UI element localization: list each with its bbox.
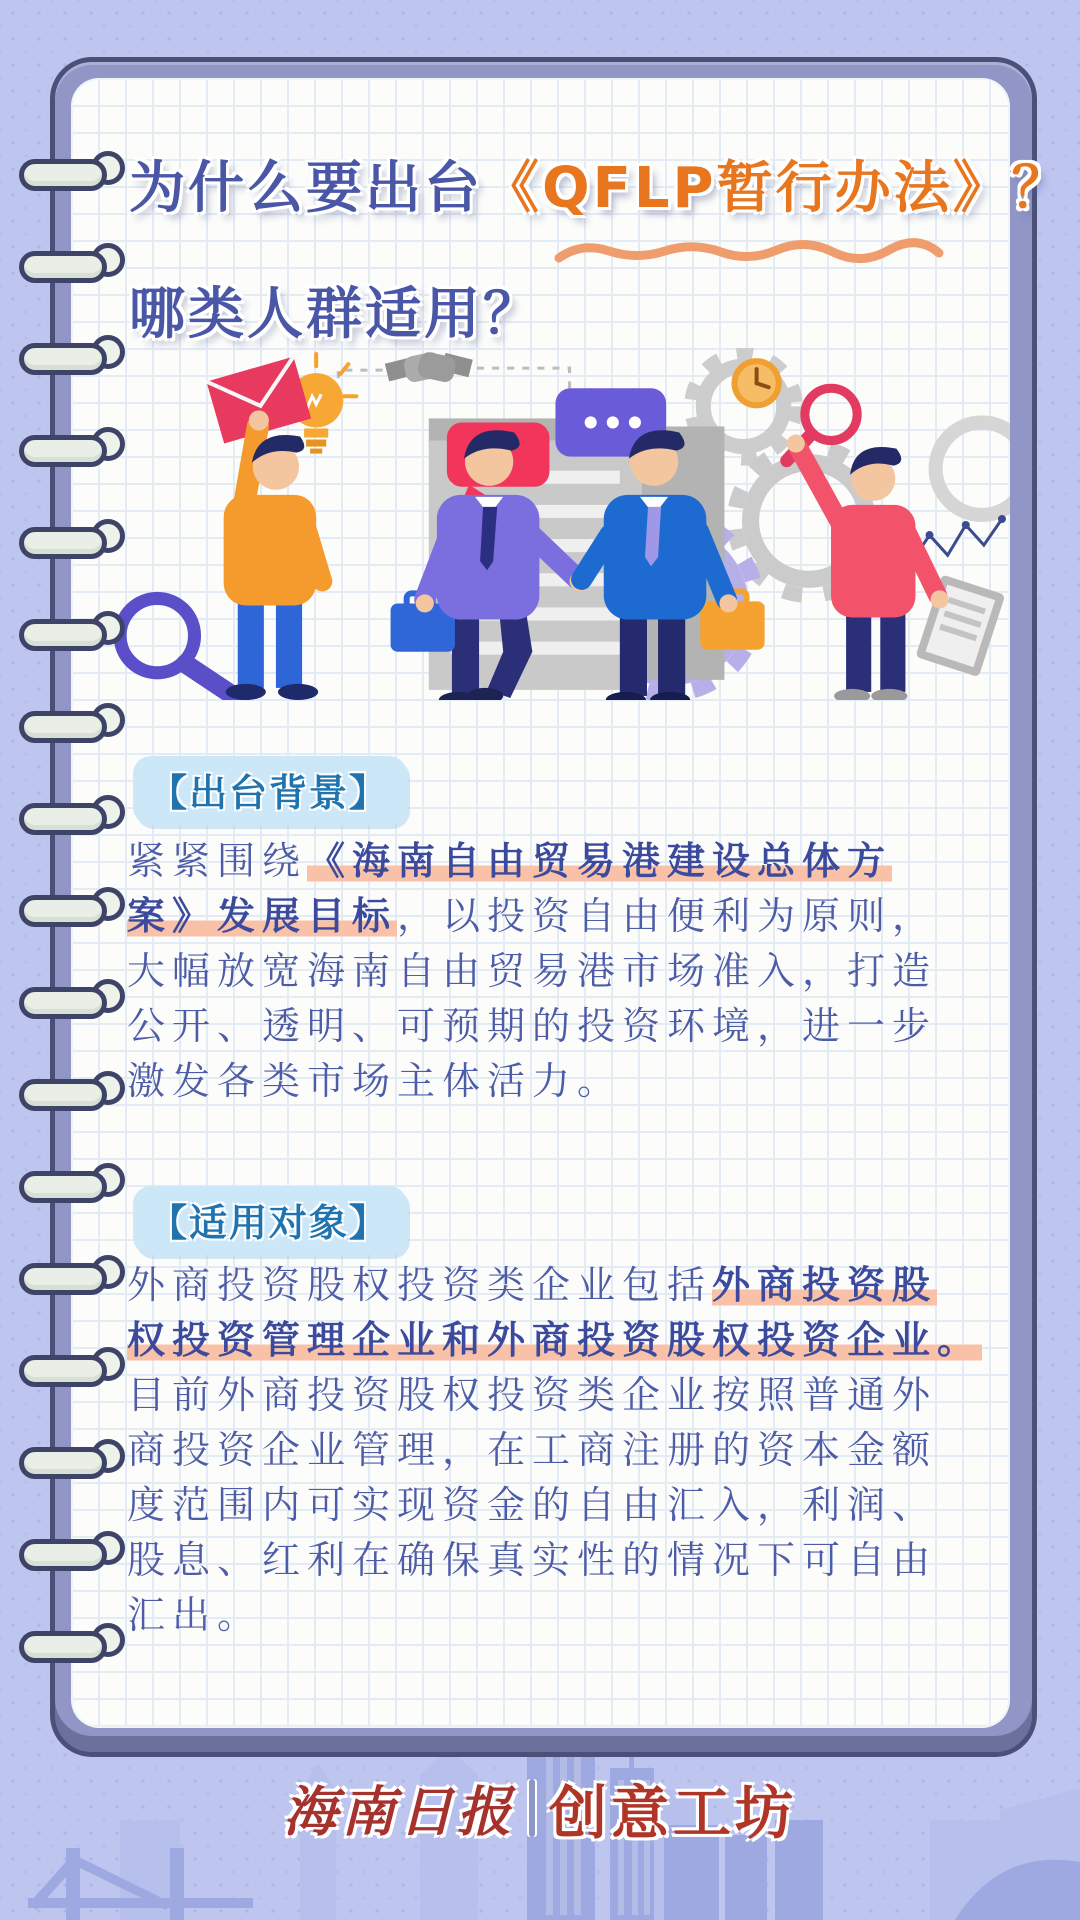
binder-ring: [19, 709, 125, 747]
binder-ring: [19, 893, 125, 931]
text-line: [127, 999, 937, 1054]
text-line: [127, 1258, 982, 1313]
binder-ring: [19, 1169, 125, 1207]
text-line: [127, 1588, 982, 1643]
body-text: 大幅放宽海南自由贸易港市场准入，打造: [127, 949, 938, 993]
binder-ring: [19, 1353, 125, 1391]
text-line: [127, 1423, 982, 1478]
body-text: 紧紧围绕: [127, 839, 308, 883]
ring-pill: [19, 803, 107, 835]
notebook-page: [71, 78, 1071, 1728]
ring-pill: [19, 895, 107, 927]
ring-pill: [19, 343, 107, 375]
body-text: 度范围内可实现资金的自由汇入，利润、: [127, 1483, 938, 1527]
ring-pill: [19, 711, 107, 743]
text-line: [127, 1368, 982, 1423]
page-title-line2: 哪类人群适用？: [129, 282, 542, 347]
text-line: [127, 1313, 982, 1368]
businessman-red: [787, 435, 1006, 700]
binder-ring: [19, 1261, 125, 1299]
binder-ring: [19, 617, 125, 655]
binder-ring: [19, 801, 125, 839]
handshake-icon: [385, 351, 473, 384]
text-line: [127, 1478, 982, 1533]
ring-pill: [19, 619, 107, 651]
body-text: 目前外商投资股权投资类企业按照普通外: [127, 1373, 938, 1417]
notebook-card: [50, 57, 1071, 1757]
ring-pill: [19, 987, 107, 1019]
title-blue-text: 为什么要出台: [129, 156, 483, 221]
highlighted-text: 案》发展目标: [127, 894, 398, 938]
ring-pill: [19, 1171, 107, 1203]
section-badge-background: 【出台背景】: [133, 756, 407, 825]
highlighted-text: 《海南自由贸易港建设总体方: [307, 839, 893, 883]
binder-ring: [19, 1445, 125, 1483]
body-text: 汇出。: [127, 1593, 263, 1637]
binder-ring: [19, 1077, 125, 1115]
page-title-line1: [129, 144, 1071, 224]
binder-ring: [19, 525, 125, 563]
text-line: [127, 1533, 982, 1588]
body-text: ，以投资自由便利为原则，: [397, 894, 938, 938]
ring-pill: [19, 527, 107, 559]
ring-pill: [19, 1539, 107, 1571]
businessman-orange: [206, 357, 322, 700]
brand-creative-studio: 创意工坊: [548, 1779, 797, 1847]
binder-ring: [19, 1629, 125, 1667]
clock-icon: [731, 358, 781, 408]
ring-pill: [19, 1447, 107, 1479]
brand-separator: [529, 1779, 535, 1837]
ring-pill: [19, 1355, 107, 1387]
highlighted-text: 权投资管理企业和外商投资股权投资企业。: [127, 1318, 983, 1362]
dashed-connector-lines: [338, 368, 569, 406]
binder-ring: [19, 157, 125, 195]
body-text: 股息、红利在确保真实性的情况下可自由: [127, 1538, 938, 1582]
ring-pill: [19, 1631, 107, 1663]
section-body-targets: [127, 1258, 982, 1643]
binder-ring: [19, 1537, 125, 1575]
business-illustration: [105, 348, 1010, 700]
text-line: [127, 834, 937, 889]
ring-pill: [19, 251, 107, 283]
section-badge-targets: 【适用对象】: [133, 1186, 407, 1255]
section-body-background: [127, 834, 937, 1109]
ring-pill: [19, 1079, 107, 1111]
highlighted-text: 外商投资股: [712, 1263, 938, 1307]
ring-pill: [19, 435, 107, 467]
text-line: [127, 1054, 937, 1109]
text-line: [127, 944, 937, 999]
ring-pill: [19, 159, 107, 191]
magnifier-icon: [120, 598, 240, 700]
wavy-underline: [553, 238, 945, 266]
text-line: [127, 889, 937, 944]
footer-brand: [0, 1766, 1080, 1850]
binder-ring: [19, 433, 125, 471]
brand-hainan-daily: 海南日报: [282, 1779, 515, 1844]
body-text: 外商投资股权投资类企业包括: [127, 1263, 713, 1307]
binder-ring: [19, 249, 125, 287]
binder-ring: [19, 341, 125, 379]
body-text: 商投资企业管理，在工商注册的资本金额: [127, 1428, 938, 1472]
body-text: 激发各类市场主体活力。: [127, 1059, 623, 1103]
body-text: 公开、透明、可预期的投资环境，进一步: [127, 1004, 938, 1048]
title-orange-text: 《QFLP暂行办法》？: [483, 156, 1071, 221]
binder-ring: [19, 985, 125, 1023]
ring-pill: [19, 1263, 107, 1295]
